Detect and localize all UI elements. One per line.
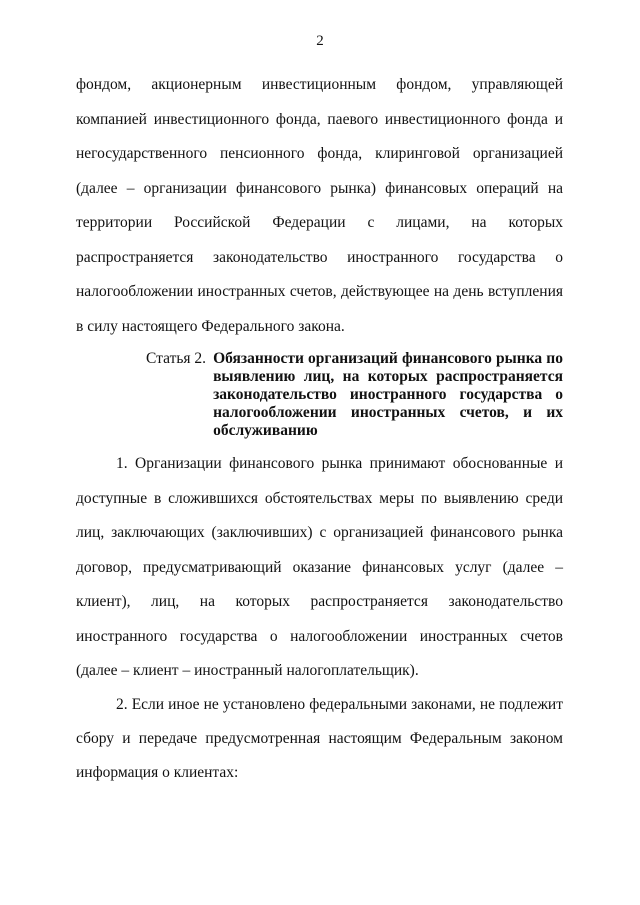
page-number: 2 [316,33,324,49]
article-paragraph-2: 2. Если иное не установлено федеральными законами, не подлежит сбору и передаче предусмотренная настоящим Федеральным законом информация о клиентах: [76,696,563,781]
article-label: Статья 2. [146,350,207,367]
article-heading [146,350,563,440]
article-paragraph-1: 1. Организации финансового рынка принимают обоснованные и доступные в сложившихся обстоятельствах меры по выявлению среди лиц, заключающих (заключивших) с организацией финансового рынка договор, предусматривающий оказание финансовых услуг (далее – клиент), лиц, на которых распространяется законодательство иностранного государства о налогообложении иностранных счетов (далее – клиент – иностранный налогоплательщик). [76,455,563,679]
article-title: Обязанности организаций финансового рынка по выявлению лиц, на которых распространяется законодательство иностранного государства о налогообложении иностранных счетов, и их обслуживанию [213,350,563,439]
continuation-paragraph: фондом, акционерным инвестиционным фондом, управляющей компанией инвестиционного фонда, паевого инвестиционного фонда и негосударственного пенсионного фонда, клиринговой организацией (далее – организации финансового рынка) финансовых операций на территории Российской Федерации с лицами, на которых распространяется законодательство иностранного государства о налогообложении иностранных счетов, действующее на день вступления в силу настоящего Федерального закона. [76,76,563,335]
